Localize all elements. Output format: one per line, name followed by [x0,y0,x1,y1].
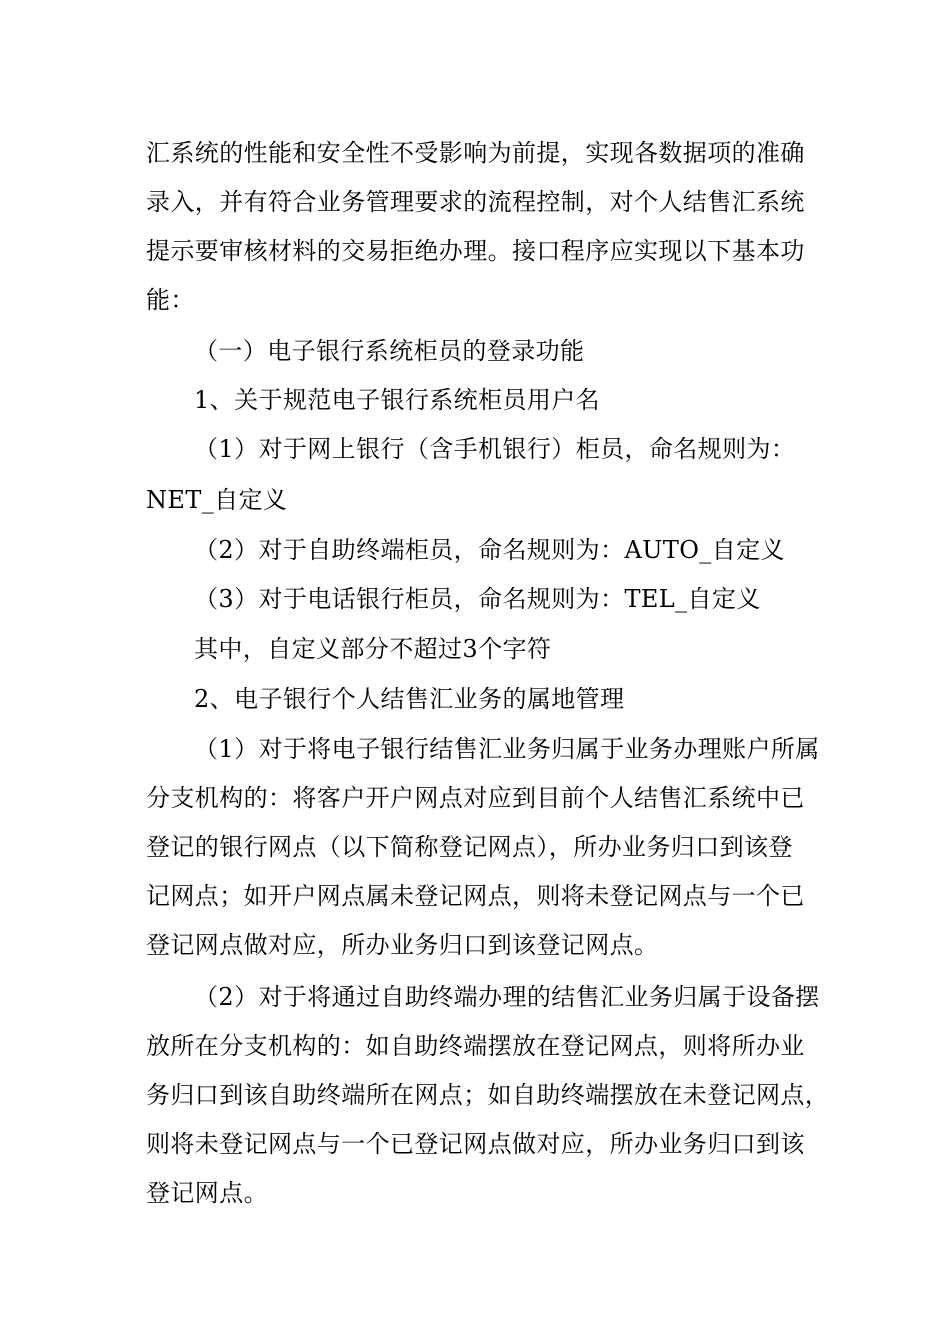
subsection-heading: 1、关于规范电子银行系统柜员用户名 [194,386,601,414]
section-heading: （一）电子银行系统柜员的登录功能 [194,337,585,365]
paragraph-line: （3）对于电话银行柜员，命名规则为：TEL_自定义 [194,585,761,613]
paragraph-line: 提示要审核材料的交易拒绝办理。接口程序应实现以下基本功 [146,237,805,265]
paragraph-line: （1）对于将电子银行结售汇业务归属于业务办理账户所属 [194,735,820,763]
paragraph-line: 分支机构的：将客户开户网点对应到目前个人结售汇系统中已 [146,784,805,812]
subsection-heading: 2、电子银行个人结售汇业务的属地管理 [194,685,625,713]
paragraph-line: 记网点；如开户网点属未登记网点，则将未登记网点与一个已 [146,882,805,910]
paragraph-line: 其中，自定义部分不超过3个字符 [194,635,552,663]
paragraph-line: （2）对于自助终端柜员，命名规则为：AUTO_自定义 [194,536,785,564]
paragraph-line: （1）对于网上银行（含手机银行）柜员，命名规则为： [194,435,796,463]
paragraph-line: 登记网点做对应，所办业务归口到该登记网点。 [146,931,659,959]
paragraph-line: 能： [146,286,195,314]
paragraph-line: 放所在分支机构的：如自助终端摆放在登记网点，则将所办业 [146,1032,805,1060]
paragraph-line: 登记的银行网点（以下简称登记网点），所办业务归口到该登 [146,833,793,861]
paragraph-line: 则将未登记网点与一个已登记网点做对应，所办业务归口到该 [146,1130,805,1158]
paragraph-line: （2）对于将通过自助终端办理的结售汇业务归属于设备摆 [194,983,820,1011]
paragraph-line: 登记网点。 [146,1179,268,1207]
paragraph-line: 务归口到该自助终端所在网点；如自助终端摆放在未登记网点， [146,1081,830,1109]
paragraph-line: NET_自定义 [146,486,288,514]
paragraph-line: 汇系统的性能和安全性不受影响为前提，实现各数据项的准确 [146,139,805,167]
paragraph-line: 录入，并有符合业务管理要求的流程控制，对个人结售汇系统 [146,188,805,216]
